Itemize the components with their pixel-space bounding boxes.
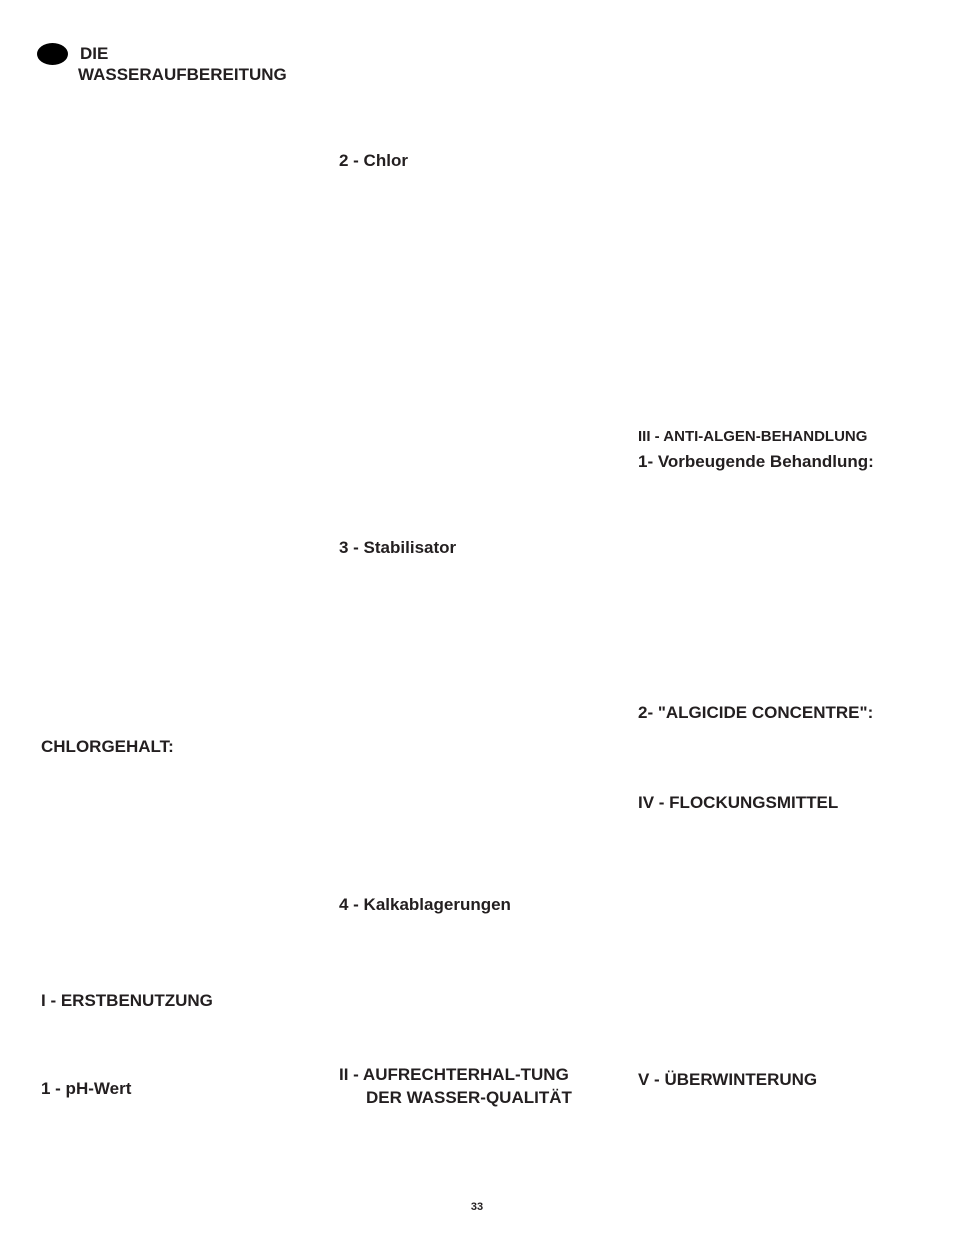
heading-aufrechterhaltung-line1: II - AUFRECHTERHAL-TUNG [339, 1065, 569, 1084]
page-number: 33 [470, 1201, 484, 1213]
heading-kalkablagerungen: 4 - Kalkablagerungen [339, 895, 511, 914]
heading-algicide-concentre: 2- "ALGICIDE CONCENTRE": [638, 703, 874, 722]
heading-erstbenutzung: I - ERSTBENUTZUNG [41, 991, 213, 1010]
heading-chlor: 2 - Chlor [339, 151, 408, 170]
heading-anti-algen: III - ANTI-ALGEN-BEHANDLUNG [638, 428, 868, 445]
page-title-line1: DIE [80, 44, 109, 63]
heading-aufrechterhaltung-line2: DER WASSER-QUALITÄT [366, 1088, 572, 1107]
heading-stabilisator: 3 - Stabilisator [339, 538, 457, 557]
heading-ueberwinterung: V - ÜBERWINTERUNG [638, 1070, 818, 1089]
heading-flockungsmittel: IV - FLOCKUNGSMITTEL [638, 793, 839, 812]
heading-chlorgehalt: CHLORGEHALT: [41, 737, 174, 756]
heading-vorbeugende-behandlung: 1- Vorbeugende Behandlung: [638, 452, 874, 471]
heading-ph-wert: 1 - pH-Wert [41, 1079, 132, 1098]
section-marker-icon [37, 43, 68, 65]
page-title-line2: WASSERAUFBEREITUNG [78, 65, 287, 84]
